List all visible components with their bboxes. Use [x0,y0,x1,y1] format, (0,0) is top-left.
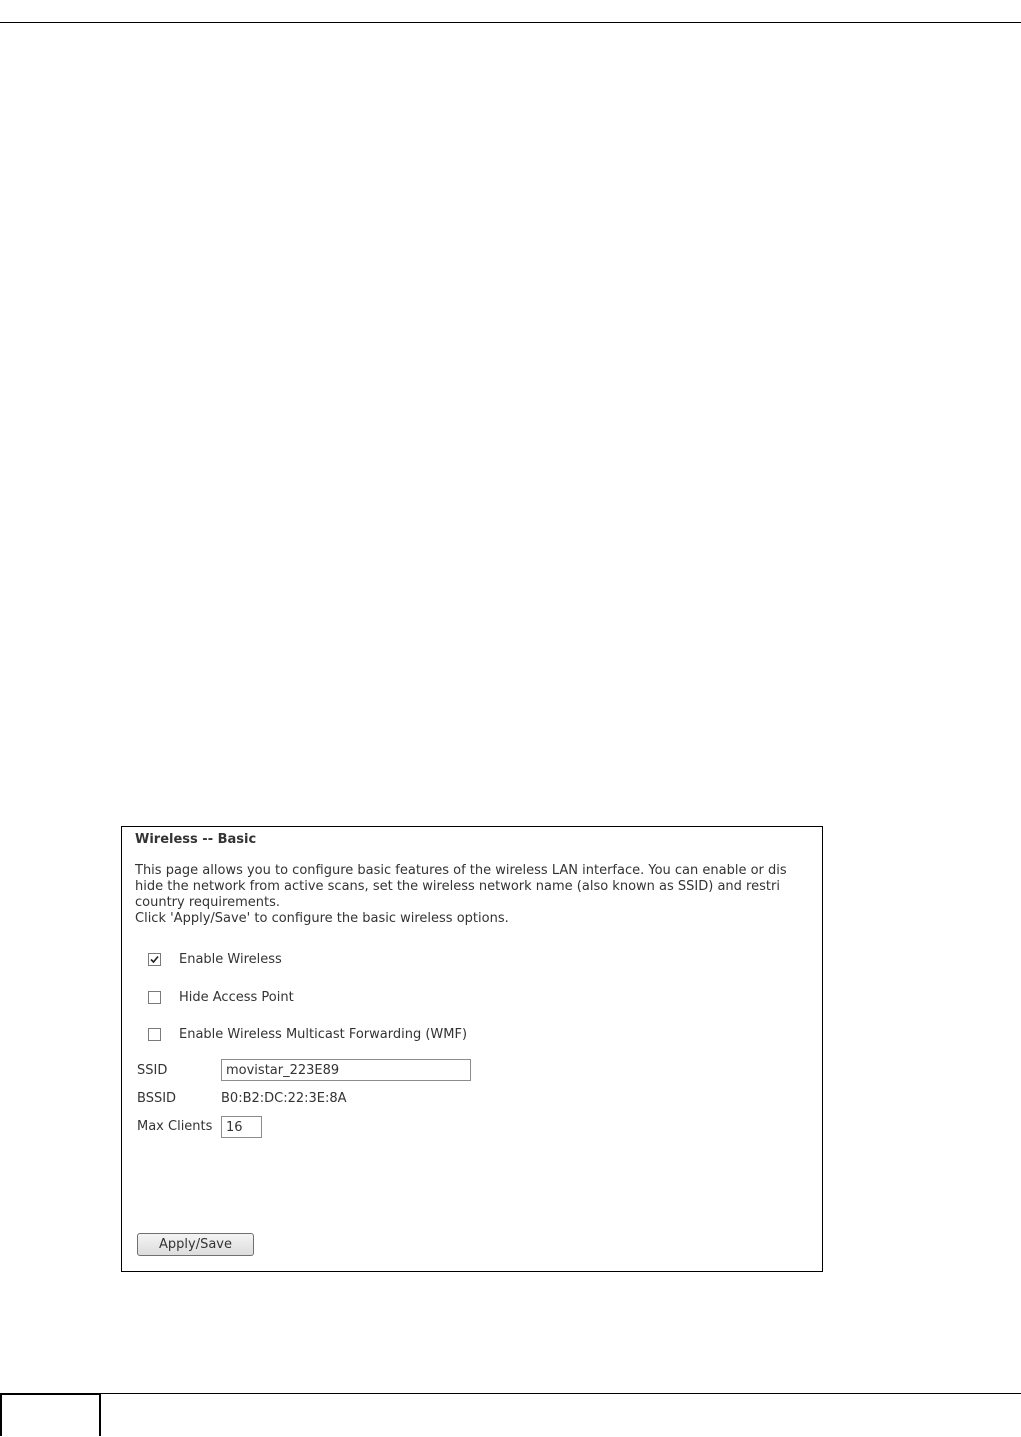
enable-wmf-label: Enable Wireless Multicast Forwarding (WMF) [179,1027,468,1042]
apply-save-button[interactable]: Apply/Save [137,1233,254,1256]
max-clients-input[interactable] [221,1116,262,1138]
enable-wireless-checkbox[interactable] [148,953,161,966]
description-line: country requirements. [135,895,280,910]
bssid-label: BSSID [137,1091,177,1106]
footer-rule [100,1393,1021,1394]
panel-description [135,863,823,927]
description-line: hide the network from active scans, set the wireless network name (also known as SSID) and restri [135,879,780,894]
hide-access-point-checkbox[interactable] [148,991,161,1004]
page-number-box [0,1393,101,1436]
description-line: Click 'Apply/Save' to configure the basic wireless options. [135,911,509,926]
description-line: This page allows you to configure basic features of the wireless LAN interface. You can enable or dis [135,863,787,878]
enable-wireless-label: Enable Wireless [179,952,282,967]
wireless-basic-panel [121,826,823,1272]
ssid-input[interactable] [221,1059,471,1081]
bssid-value: B0:B2:DC:22:3E:8A [221,1091,347,1106]
enable-wmf-checkbox[interactable] [148,1028,161,1041]
header-rule [0,22,1021,23]
hide-access-point-label: Hide Access Point [179,990,294,1005]
max-clients-label: Max Clients [137,1119,213,1134]
panel-title: Wireless -- Basic [135,832,257,847]
checkmark-icon [149,954,160,965]
ssid-label: SSID [137,1063,168,1078]
